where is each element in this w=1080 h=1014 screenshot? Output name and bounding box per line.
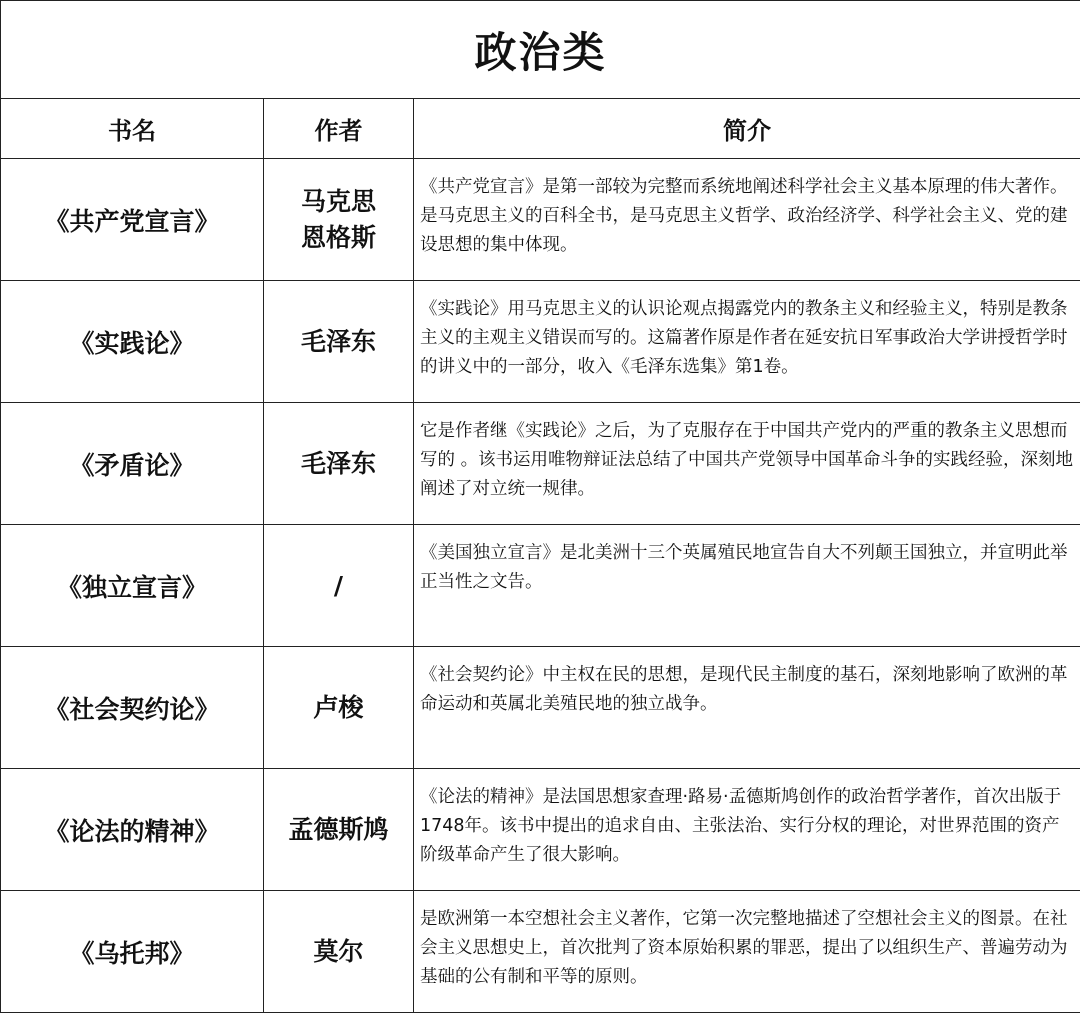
author-line: 恩格斯	[300, 222, 376, 252]
book-author	[264, 403, 414, 525]
book-description: 《实践论》用马克思主义的认识论观点揭露党内的教条主义和经验主义，特别是教条主义的主观主义错误而写的。这篇著作原是作者在延安抗日军事政治大学讲授哲学时的讲义中的一部分，收入《毛泽东选集》第1卷。	[414, 281, 1080, 403]
author-line: 毛泽东	[300, 448, 376, 478]
column-header-description: 简介	[414, 99, 1080, 159]
book-description: 《论法的精神》是法国思想家查理·路易·孟德斯鸠创作的政治哲学著作，首次出版于1748年。该书中提出的追求自由、主张法治、实行分权的理论，对世界范围的资产阶级革命产生了很大影响。	[414, 769, 1080, 891]
table-row	[1, 891, 1080, 1013]
book-name: 《社会契约论》	[1, 647, 264, 769]
book-author	[264, 647, 414, 769]
title-row	[1, 1, 1080, 99]
book-author	[264, 281, 414, 403]
book-description: 它是作者继《实践论》之后，为了克服存在于中国共产党内的严重的教条主义思想而写的 。该书运用唯物辩证法总结了中国共产党领导中国革命斗争的实践经验，深刻地阐述了对立统一规律。	[414, 403, 1080, 525]
column-header-author: 作者	[264, 99, 414, 159]
book-name: 《实践论》	[1, 281, 264, 403]
book-name: 《独立宣言》	[1, 525, 264, 647]
column-header-name: 书名	[1, 99, 264, 159]
table-row	[1, 403, 1080, 525]
table-row	[1, 647, 1080, 769]
author-line: /	[333, 570, 344, 600]
book-description: 《共产党宣言》是第一部较为完整而系统地阐述科学社会主义基本原理的伟大著作。是马克思主义的百科全书，是马克思主义哲学、政治经济学、科学社会主义、党的建设思想的集中体现。	[414, 159, 1080, 281]
table-row	[1, 769, 1080, 891]
author-line: 毛泽东	[300, 326, 376, 356]
book-description: 《美国独立宣言》是北美洲十三个英属殖民地宣告自大不列颠王国独立，并宣明此举正当性之文告。	[414, 525, 1080, 647]
table-row	[1, 281, 1080, 403]
book-description: 是欧洲第一本空想社会主义著作，它第一次完整地描述了空想社会主义的图景。在社会主义思想史上，首次批判了资本原始积累的罪恶，提出了以组织生产、普遍劳动为基础的公有制和平等的原则。	[414, 891, 1080, 1013]
book-name: 《共产党宣言》	[1, 159, 264, 281]
book-description: 《社会契约论》中主权在民的思想，是现代民主制度的基石，深刻地影响了欧洲的革命运动和英属北美殖民地的独立战争。	[414, 647, 1080, 769]
table-row	[1, 525, 1080, 647]
book-author	[264, 159, 414, 281]
table-row	[1, 159, 1080, 281]
book-author	[264, 769, 414, 891]
book-name: 《乌托邦》	[1, 891, 264, 1013]
author-line: 莫尔	[313, 936, 364, 966]
book-author	[264, 891, 414, 1013]
book-name: 《矛盾论》	[1, 403, 264, 525]
header-row	[1, 99, 1080, 159]
author-line: 孟德斯鸠	[288, 814, 389, 844]
book-author	[264, 525, 414, 647]
book-name: 《论法的精神》	[1, 769, 264, 891]
author-line: 马克思	[300, 186, 376, 216]
author-line: 卢梭	[313, 692, 364, 722]
page-title: 政治类	[1, 1, 1080, 99]
